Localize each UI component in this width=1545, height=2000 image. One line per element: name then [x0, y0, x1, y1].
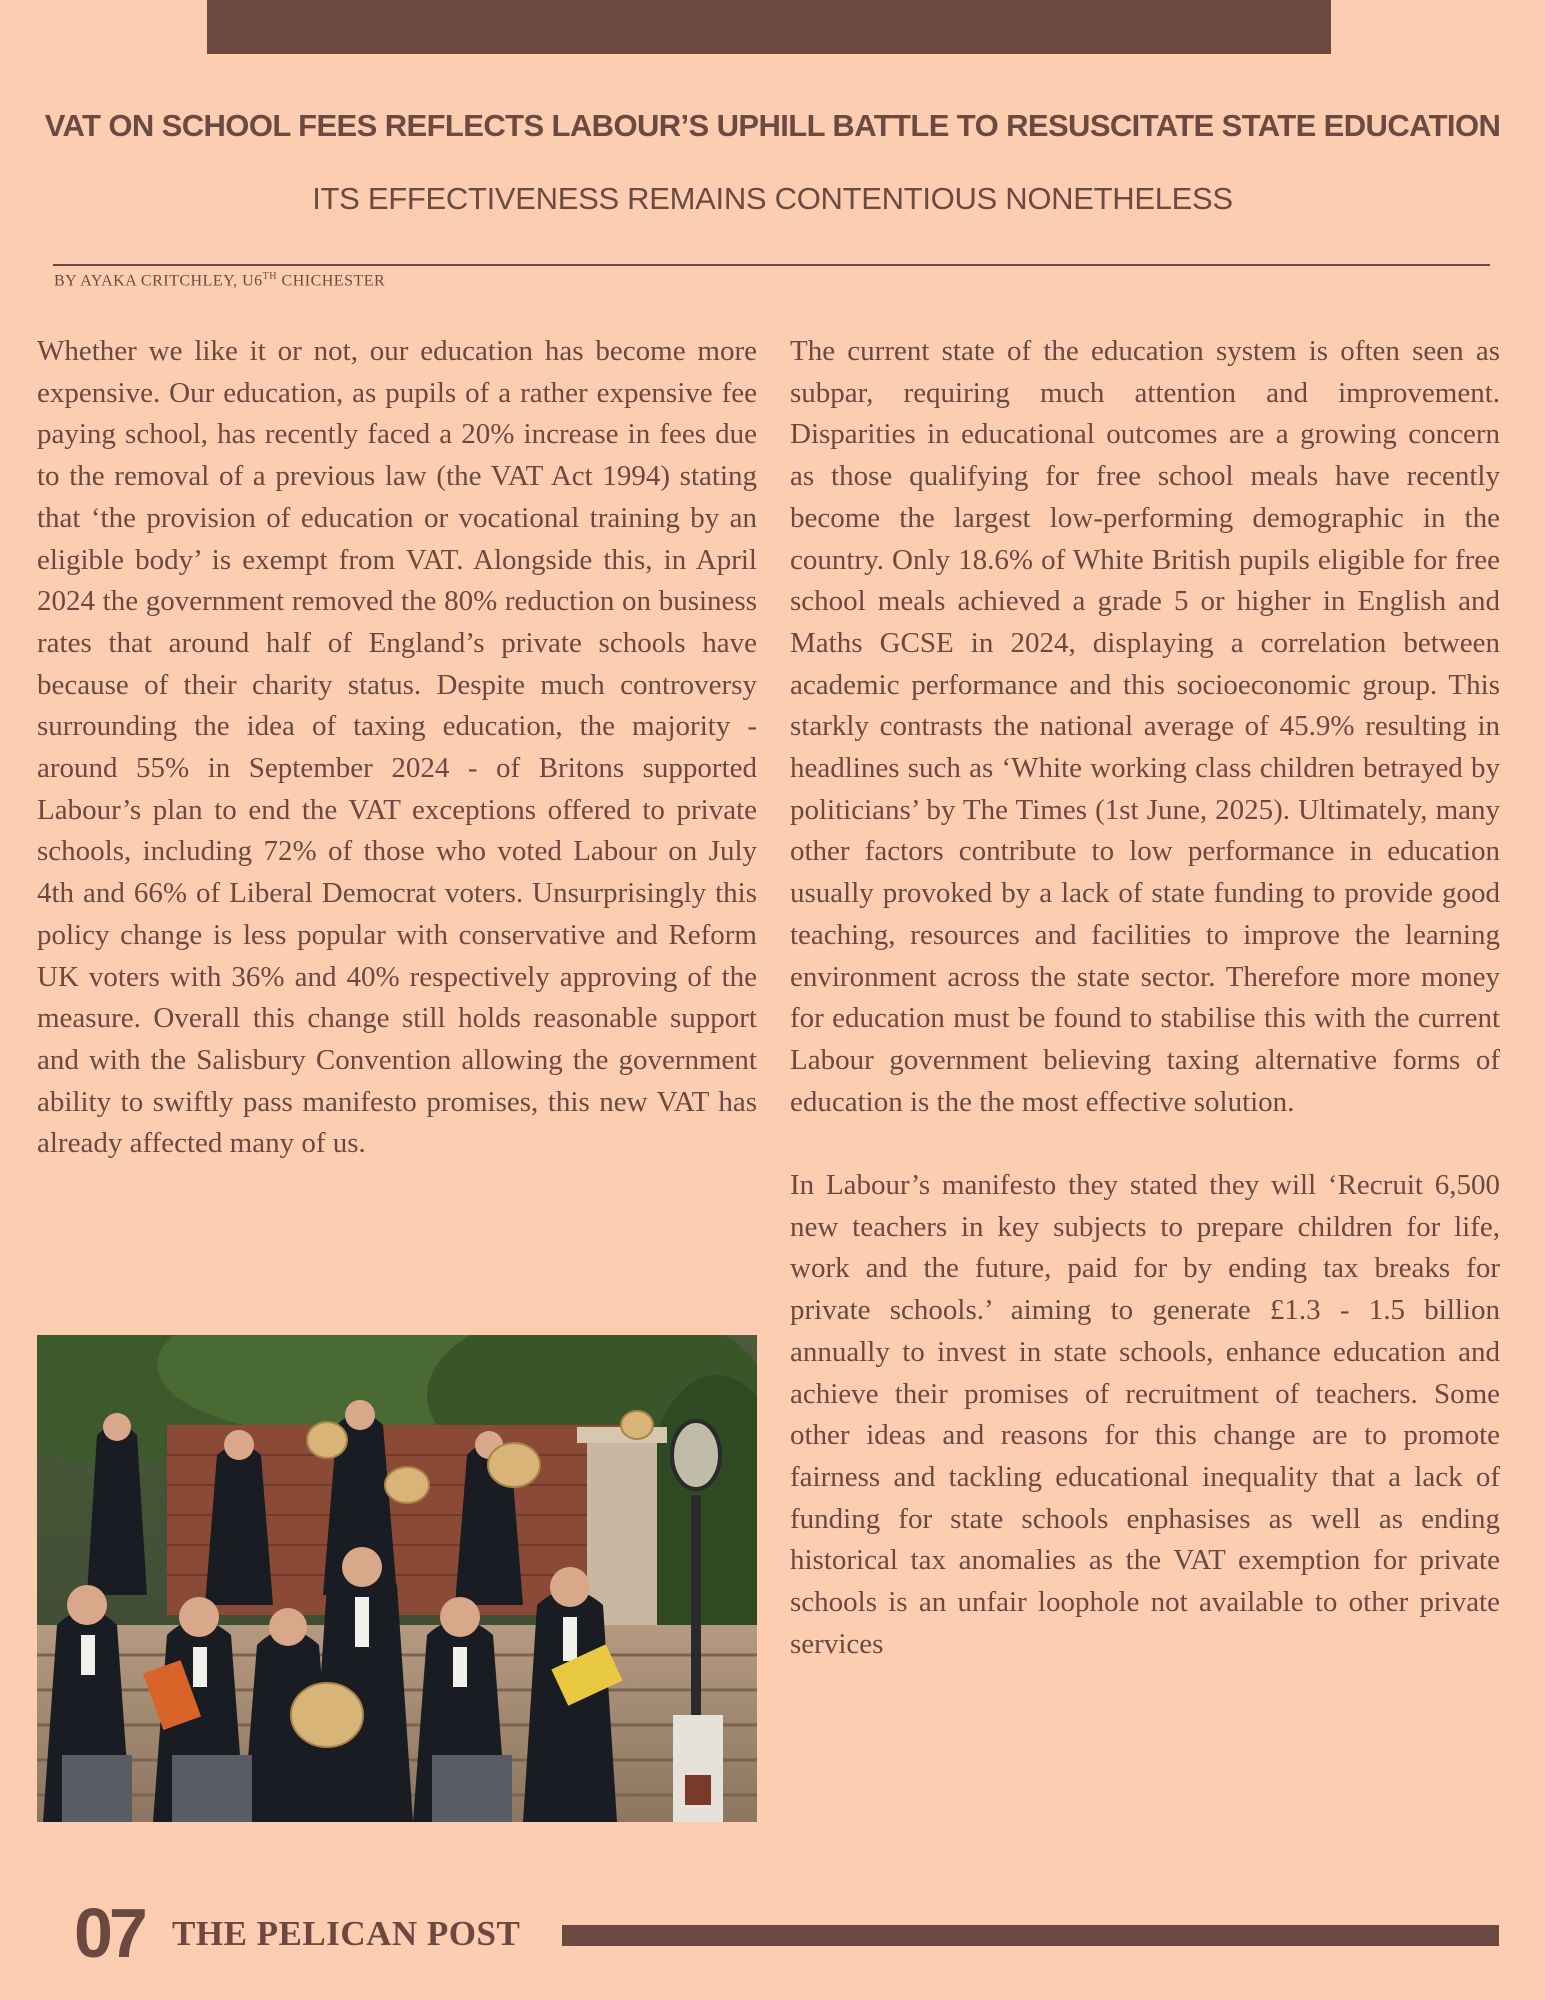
byline-author: BY AYAKA CRITCHLEY, U6	[54, 272, 263, 290]
right-column	[790, 331, 1500, 1665]
students-photo-illustration	[37, 1335, 757, 1822]
byline-superscript: TH	[262, 271, 278, 282]
byline-location: CHICHESTER	[277, 272, 386, 290]
left-paragraph: Whether we like it or not, our education has become more expensive. Our education, as pupils of a rather expensive fee paying school, has recently faced a 20% increase in fees due to the removal of a previous law (the VAT Act 1994) stating that ‘the provision of education or vocational training by an eligible body’ is exempt from VAT. Alongside this, in April 2024 the government removed the 80% reduction on business rates that around half of England’s private schools have because of their charity status. Despite much controversy surrounding the idea of taxing education, the majority - around 55% in September 2024 - of Britons supported Labour’s plan to end the VAT exceptions offered to private schools, including 72% of those who voted Labour on July 4th and 66% of Liberal Democrat voters. Unsurprisingly this policy change is less popular with conservative and Reform UK voters with 36% and 40% respectively approving of the measure. Overall this change still holds reasonable support and with the Salisbury Convention allowing the government ability to swiftly pass manifesto promises, this new VAT has already affected many of us.	[37, 335, 757, 1160]
students-photo	[37, 1335, 757, 1822]
article-subheadline: ITS EFFECTIVENESS REMAINS CONTENTIOUS NONETHELESS	[312, 181, 1233, 216]
footer-bar	[562, 1925, 1499, 1946]
page-number: 07	[74, 1894, 144, 1972]
right-paragraph-1: The current state of the education system is often seen as subpar, requiring much attention and improvement. Disparities in educational outcomes are a growing concern as those qualifying for free school meals have recently become the largest low-performing demographic in the country. Only 18.6% of White British pupils eligible for free school meals achieved a grade 5 or higher in English and Maths GCSE in 2024, displaying a correlation between academic performance and this socioeconomic group. This starkly contrasts the national average of 45.9% resulting in headlines such as ‘White working class children betrayed by politicians’ by The Times (1st June, 2025). Ultimately, many other factors contribute to low performance in education usually provoked by a lack of state funding to provide good teaching, resources and facilities to improve the learning environment across the state sector. Therefore more money for education must be found to stabilise this with the current Labour government believing taxing alternative forms of education is the the most effective solution.	[790, 335, 1500, 1118]
headline-divider	[53, 264, 1490, 266]
left-column	[37, 331, 757, 1165]
article-byline	[54, 271, 385, 290]
right-paragraph-2: In Labour’s manifesto they stated they will ‘Recruit 6,500 new teachers in key subjects to prepare children for life, work and the future, paid for by ending tax breaks for private schools.’ aiming to generate £1.3 - 1.5 billion annually to invest in state schools, enhance education and achieve their promises of recruitment of teachers. Some other ideas and reasons for this change are to promote fairness and tackling educational inequality that a lack of funding for state schools enphasises as well as ending historical tax anomalies as the VAT exemption for private schools is an unfair loophole not available to other private services	[790, 1169, 1500, 1660]
article-headline: VAT ON SCHOOL FEES REFLECTS LABOUR’S UPHILL BATTLE TO RESUSCITATE STATE EDUCATION	[44, 108, 1501, 143]
publication-title: THE PELICAN POST	[172, 1914, 521, 1953]
header-bar	[207, 0, 1331, 54]
